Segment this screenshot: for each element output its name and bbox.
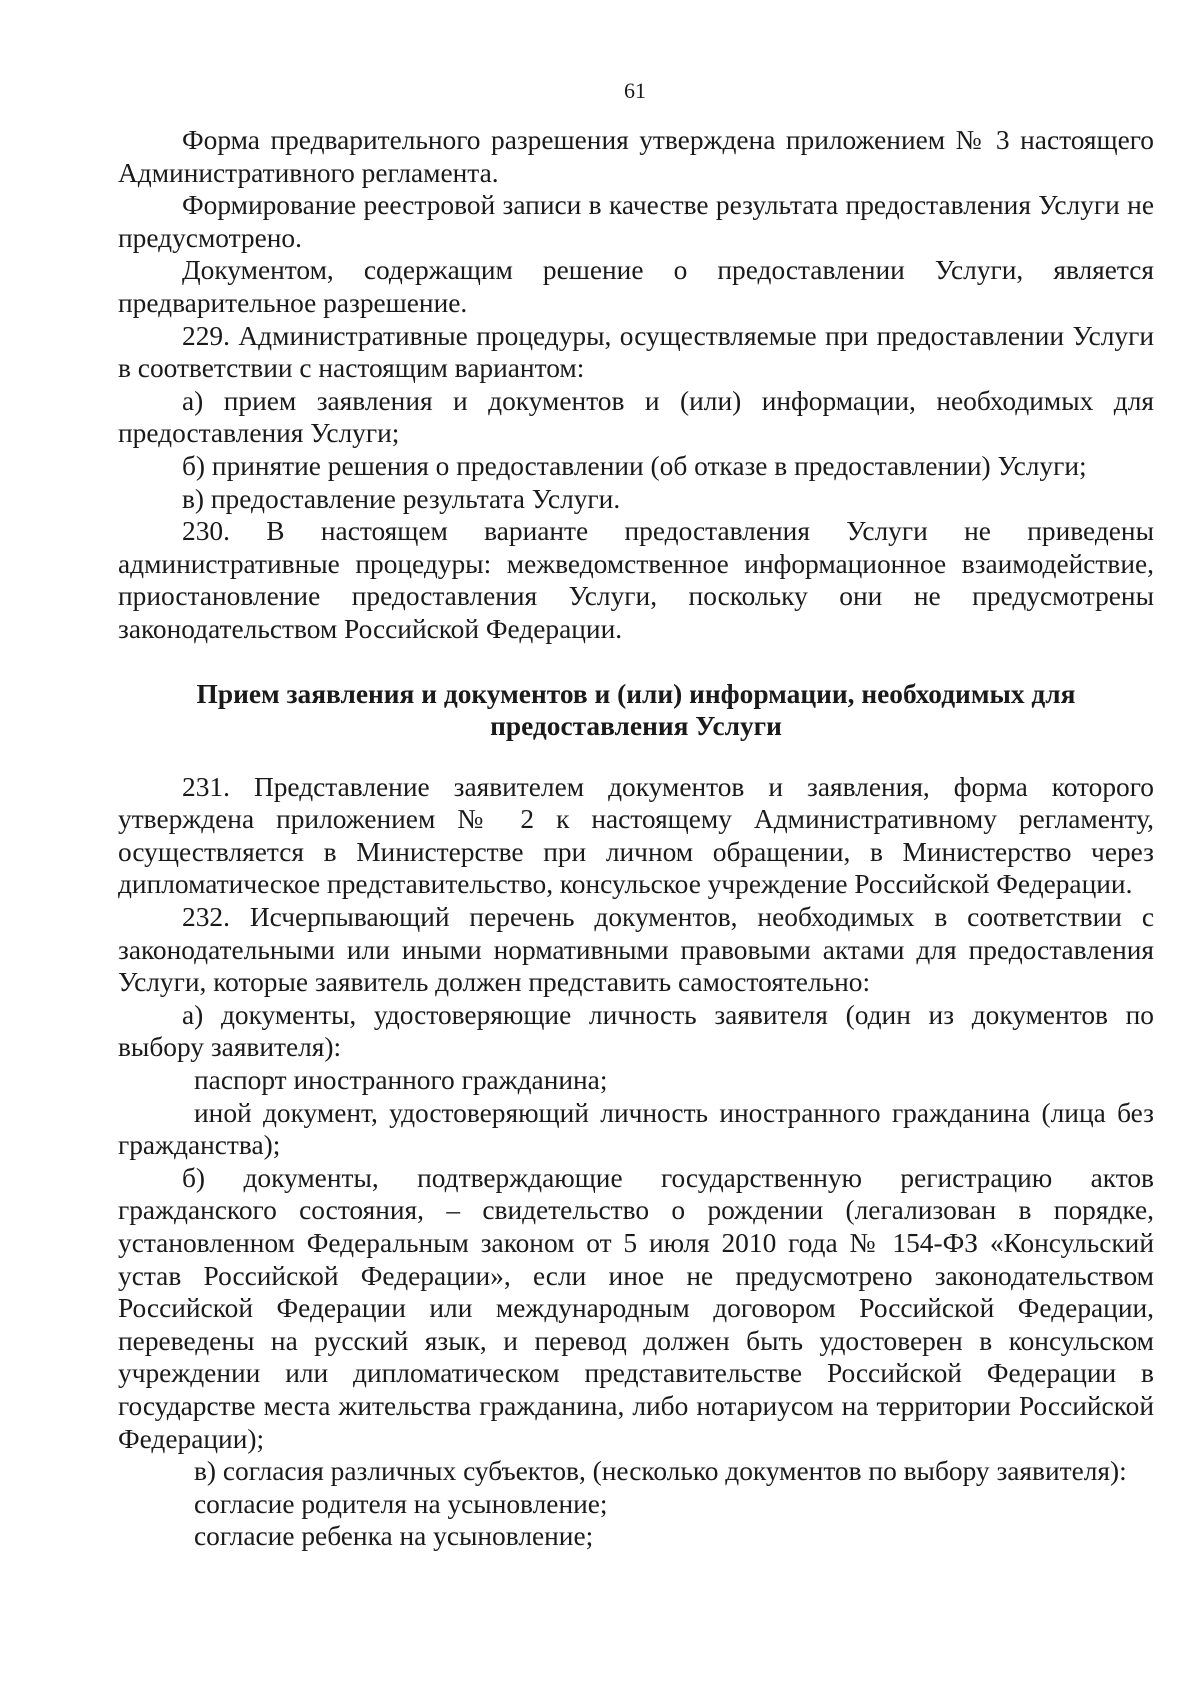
paragraph-230: 230. В настоящем варианте предоставления Услуги не приведены административные процедуры: межведомственное информационное взаимодействие, приостановление предоставления Услуги, поскольку они не предусмотрены законодательством Российской Федерации. [118, 516, 1154, 644]
section-heading-line-2: предоставления Услуги [490, 711, 782, 742]
section-heading [118, 678, 1154, 743]
paragraph-registry-record: Формирование реестровой записи в качестве результата предоставления Услуги не предусмотрено. [118, 190, 1154, 253]
list-item-232-v: в) согласия различных субъектов, (несколько документов по выбору заявителя): [194, 1456, 1127, 1487]
page-number: 61 [624, 78, 646, 103]
paragraph-decision-document: Документом, содержащим решение о предоставлении Услуги, является предварительное разрешение. [118, 255, 1154, 318]
paragraph-231: 231. Представление заявителем документов и заявления, форма которого утверждена приложением № 2 к настоящему Административному регламенту, осуществляется в Министерстве при личном обращении, в Министерство через дипломатическое представительство, консульское учреждение Российской Федерации. [118, 771, 1154, 900]
paragraph-232: 232. Исчерпывающий перечень документов, необходимых в соответствии с законодательными или иными нормативными правовыми актами для предоставления Услуги, которые заявитель должен представить самостоятельно: [118, 902, 1154, 998]
paragraph-229: 229. Административные процедуры, осуществляемые при предоставлении Услуги в соответствии с настоящим вариантом: [118, 320, 1154, 384]
section-heading-line-1: Прием заявления и документов и (или) информации, необходимых для [196, 678, 1076, 709]
document-body [118, 124, 1154, 1553]
list-item-child-consent: согласие ребенка на усыновление; [194, 1521, 594, 1552]
list-item-232-a: а) документы, удостоверяющие личность заявителя (один из документов по выбору заявителя): [118, 999, 1154, 1063]
list-item-229-v: в) предоставление результата Услуги. [182, 483, 621, 514]
list-item-parent-consent: согласие родителя на усыновление; [194, 1488, 608, 1519]
list-item-other-id: иной документ, удостоверяющий личность иностранного гражданина (лица без гражданства); [118, 1097, 1154, 1161]
list-item-229-a: а) прием заявления и документов и (или) информации, необходимых для предоставления Услуги; [118, 385, 1154, 449]
list-item-229-b: б) принятие решения о предоставлении (об отказе в предоставлении) Услуги; [182, 450, 1087, 481]
list-item-passport: паспорт иностранного гражданина; [194, 1065, 608, 1096]
paragraph-form-approval: Форма предварительного разрешения утверждена приложением № 3 настоящего Административного регламента. [118, 125, 1154, 188]
list-item-232-b: б) документы, подтверждающие государственную регистрацию актов гражданского состояния, – свидетельство о рождении (легализован в порядке, установленном Федеральным законом от 5 июля 2010 года № 154-ФЗ «Консульский устав Российской Федерации», если иное не предусмотрено законодательством Российской Федерации или международным договором Российской Федерации, переведены на русский язык, и перевод должен быть удостоверен в консульском учреждении или дипломатическом представительстве Российской Федерации в государстве места жительства гражданина, либо нотариусом на территории Российской Федерации); [118, 1162, 1154, 1454]
